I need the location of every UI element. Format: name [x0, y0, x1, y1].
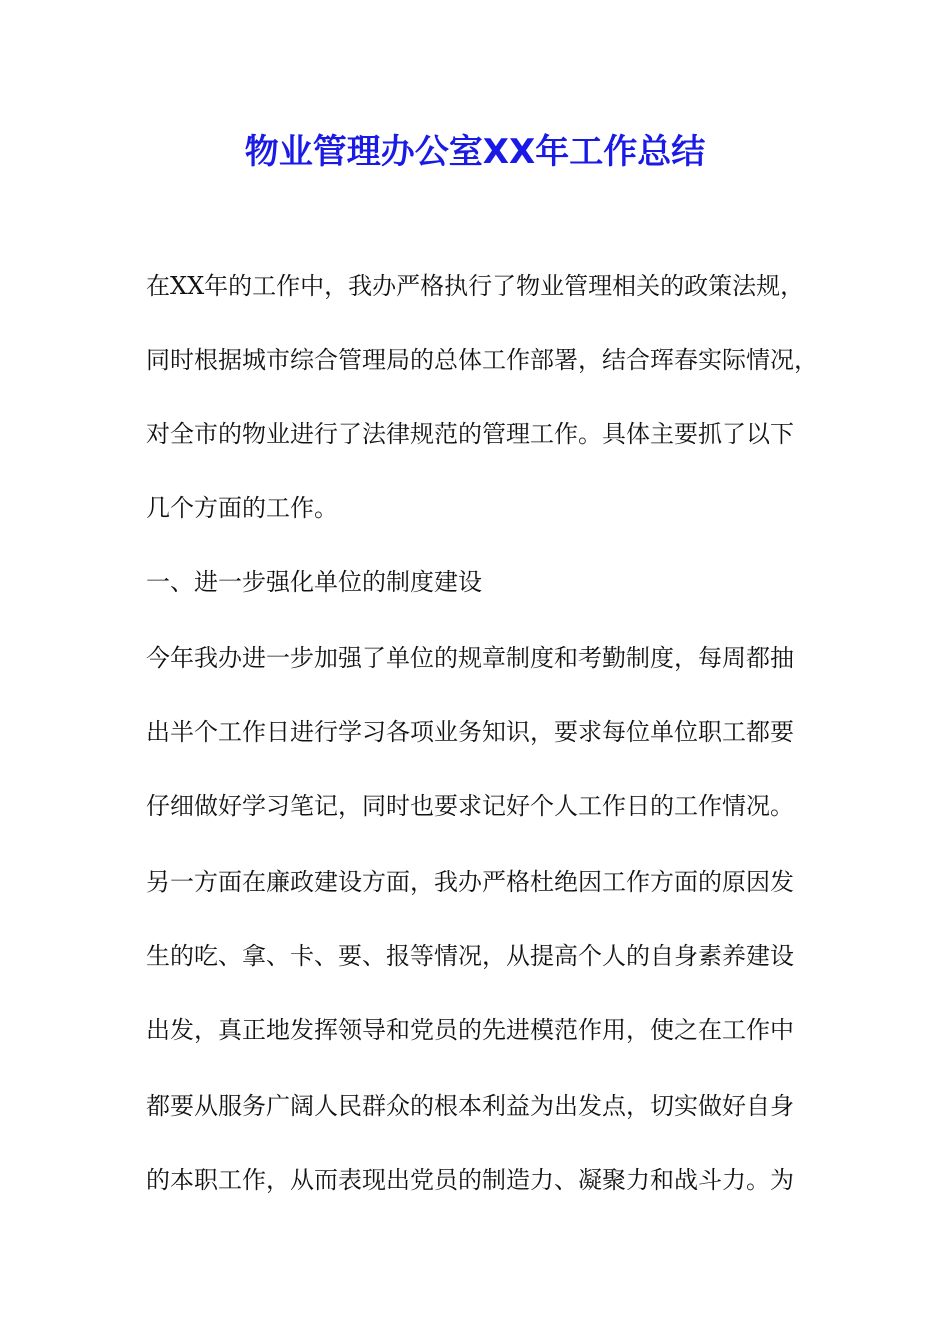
paragraph-line: 仔细做好学习笔记，同时也要求记好个人工作日的工作情况。 — [146, 792, 794, 820]
paragraph-line: 对全市的物业进行了法律规范的管理工作。具体主要抓了以下 — [146, 420, 794, 448]
paragraph-line: 同时根据城市综合管理局的总体工作部署，结合珲春实际情况， — [146, 346, 818, 374]
paragraph-line: 在XX年的工作中，我办严格执行了物业管理相关的政策法规， — [146, 272, 805, 300]
paragraph-line: 的本职工作，从而表现出党员的制造力、凝聚力和战斗力。为 — [146, 1166, 794, 1194]
paragraph-line: 几个方面的工作。 — [146, 494, 338, 522]
paragraph-line: 出发，真正地发挥领导和党员的先进模范作用，使之在工作中 — [146, 1016, 794, 1044]
paragraph-line: 另一方面在廉政建设方面，我办严格杜绝因工作方面的原因发 — [146, 868, 794, 896]
paragraph-line: 出半个工作日进行学习各项业务知识，要求每位单位职工都要 — [146, 718, 794, 746]
paragraph-line: 今年我办进一步加强了单位的规章制度和考勤制度，每周都抽 — [146, 644, 794, 672]
paragraph-line: 生的吃、拿、卡、要、报等情况，从提高个人的自身素养建设 — [146, 942, 794, 970]
document-title: 物业管理办公室XX年工作总结 — [244, 132, 706, 172]
section-heading: 一、进一步强化单位的制度建设 — [146, 568, 482, 596]
paragraph-line: 都要从服务广阔人民群众的根本利益为出发点，切实做好自身 — [146, 1092, 794, 1120]
